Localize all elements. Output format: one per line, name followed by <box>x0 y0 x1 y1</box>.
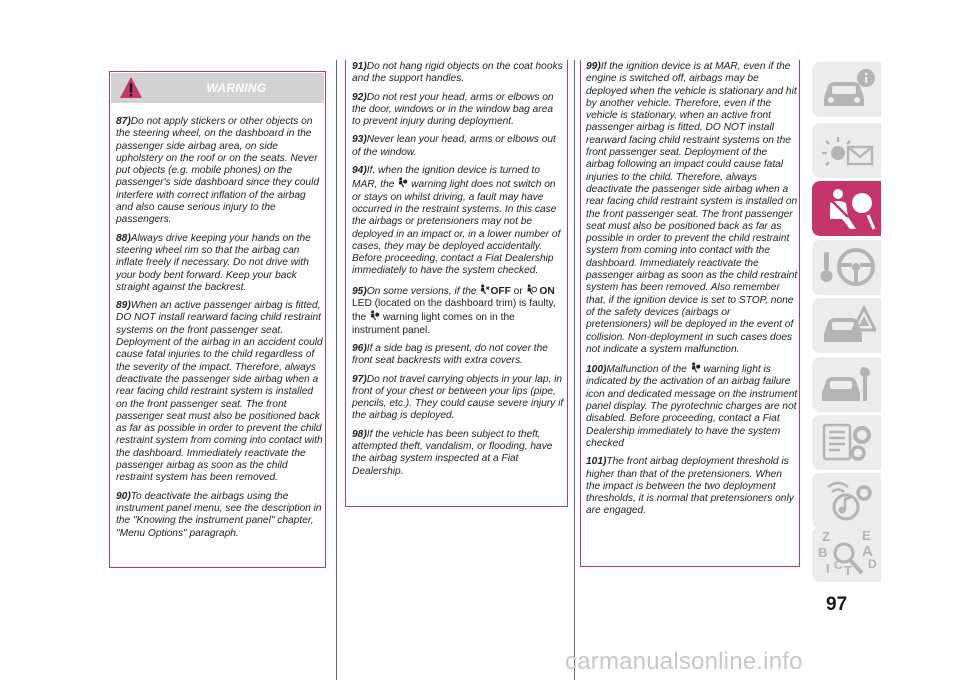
tab-technical-data[interactable] <box>812 415 881 470</box>
tab-index[interactable] <box>812 527 881 582</box>
tab-safety[interactable] <box>812 181 881 236</box>
index-letter-t: T <box>844 563 852 578</box>
tab-starting-driving[interactable] <box>812 240 881 295</box>
index-letter-c: C <box>834 558 843 572</box>
note-93: 93)Never lean your head, arms or elbows out of the window. <box>352 134 556 158</box>
emergency-triangle-icon <box>818 302 876 349</box>
warning-column <box>116 116 323 546</box>
index-letter-b: B <box>818 545 828 560</box>
note-98: 98)If the vehicle has been subject to theft, attempted theft, vandalism, or flooding, have the airbag system inspected at a Fiat Dealership. <box>352 428 553 477</box>
note-90: 90)To deactivate the airbags using the instrument panel menu, see the description in the "Knowing the instrument panel" chapter, "Menu Options" paragraph. <box>116 490 322 539</box>
notes-column-right <box>586 61 798 524</box>
notes-column-middle <box>352 61 564 484</box>
note-100: 100)Malfunction of the warning light is indicated by the activation of an airbag failure icon and dedicated message on the instrument panel display. The pyrotechnic charges are not disabled. Before proceeding, contact a Fiat Dealership immediately to have the system checked <box>586 364 798 449</box>
note-92: 92)Do not rest your head, arms or elbows on the door, windows or in the window bag area to prevent injury during deployment. <box>352 91 554 128</box>
warning-title: WARNING <box>206 81 267 95</box>
tab-maintenance[interactable] <box>812 357 881 412</box>
index-letter-z: Z <box>822 529 830 544</box>
note-89: 89)When an active passenger airbag is fitted, DO NOT install rearward facing child restraint systems on the front passenger seat. Deployment of the airbag in an accident could cause fatal injuries to the child regardless of the severity of the impact. Therefore, always deactivate the passenger side airbag when a rear facing child restraint system is installed on the front passenger seat. The front passenger seat must also be positioned back as far as possible in order to prevent the child restraint system from coming into contact with the dashboard. Immediately reactivate the passenger airbag as soon as the child restraint system has been removed. <box>116 300 323 484</box>
airbag-warning-icon <box>369 310 380 321</box>
note-95: 95)On some versions, if the OFF or ON LED (located on the dashboard trim) is faulty, the warning light comes on in the instrument panel. <box>352 285 556 336</box>
starting-driving-icon <box>818 244 876 291</box>
index-letter-e: E <box>862 528 871 543</box>
index-letter-a: A <box>862 543 873 560</box>
watermark: carmanualsonline.info <box>565 648 803 675</box>
car-maintenance-icon <box>818 361 876 408</box>
index-icon <box>812 527 881 582</box>
technical-data-icon <box>818 419 876 466</box>
note-96: 96)If a side bag is present, do not cover the front seat backrests with extra covers. <box>352 342 548 367</box>
safety-seatbelt-icon <box>818 185 876 232</box>
note-94: 94)If, when the ignition device is turned to MAR, the warning light does not switch on or stays on whilst driving, a fault may have occurred in the restraint systems. In this case the airbags or pretensioners may not be deployed in an impact or, in a lower number of cases, they may be deployed accidentally. Before proceeding, contact a Fiat Dealership immediately to have the system checked. <box>352 165 561 277</box>
index-letter-d: D <box>868 557 877 571</box>
tab-dashboard-lights[interactable] <box>812 123 881 178</box>
car-info-icon <box>818 66 876 113</box>
airbag-warning-icon <box>690 362 701 373</box>
tab-emergency[interactable] <box>812 298 881 353</box>
column-divider <box>574 60 575 680</box>
note-91: 91)Do not hang rigid objects on the coat hooks and the support handles. <box>352 61 563 85</box>
note-99: 99)If the ignition device is at MAR, even if the engine is switched off, airbags may be deployed when the vehicle is stationary and hit by another vehicle. Therefore, even if the vehicle is stationary, when an active front passenger airbag is fitted, DO NOT install rearward facing child restraint systems on the front passenger seat. Deployment of the airbag following an impact could cause fatal injuries to the child. Therefore, always deactivate the passenger side airbag when a rear facing child restraint system is installed on the front passenger seat. The front passenger seat must also be positioned back as far as possible in order to prevent the child restraint system from coming into contact with the dashboard. Immediately reactivate the passenger airbag as soon as the child restraint system has been removed. Also remember that, if the ignition device is set to STOP, none of the safety devices (airbags or pretensioners) will be deployed in the event of collision. Non-deployment in such cases does not indicate a system malfunction. <box>586 61 798 355</box>
note-101: 101)The front airbag deployment threshold is higher than that of the pretensioners. When the impact is between the two deployment thresholds, it is normal that pretensioners only are engaged. <box>586 456 794 517</box>
column-divider <box>336 60 337 680</box>
airbag-warning-icon <box>397 177 408 188</box>
note-88: 88)Always drive keeping your hands on the steering wheel rim so that the airbag can inflate freely if necessary. Do not drive with your body bent forward. Keep your back straight against the backrest. <box>116 232 311 293</box>
tab-multimedia[interactable] <box>812 473 881 528</box>
note-97: 97)Do not travel carrying objects in your lap, in front of your chest or between your lips (pipe, pencils, etc.). They could cause severe injury if the airbag is deployed. <box>352 373 564 422</box>
passenger-airbag-on-icon <box>526 284 537 295</box>
index-letter-i: I <box>826 561 830 576</box>
warning-header <box>111 73 324 103</box>
page-number: 97 <box>826 594 848 615</box>
multimedia-icon <box>818 477 876 524</box>
note-87: 87)Do not apply stickers or other objects on the steering wheel, on the dashboard in the passenger side airbag area, on side upholstery on the roof or on the seats. Never put objects (e.g. mobile phones) on the passenger's side dashboard since they could interfere with correct inflation of the airbag and also cause serious injury to the passengers. <box>116 116 319 226</box>
dashboard-lights-icon <box>818 127 876 174</box>
passenger-airbag-off-icon <box>479 284 490 295</box>
tab-car-info[interactable] <box>812 62 881 117</box>
